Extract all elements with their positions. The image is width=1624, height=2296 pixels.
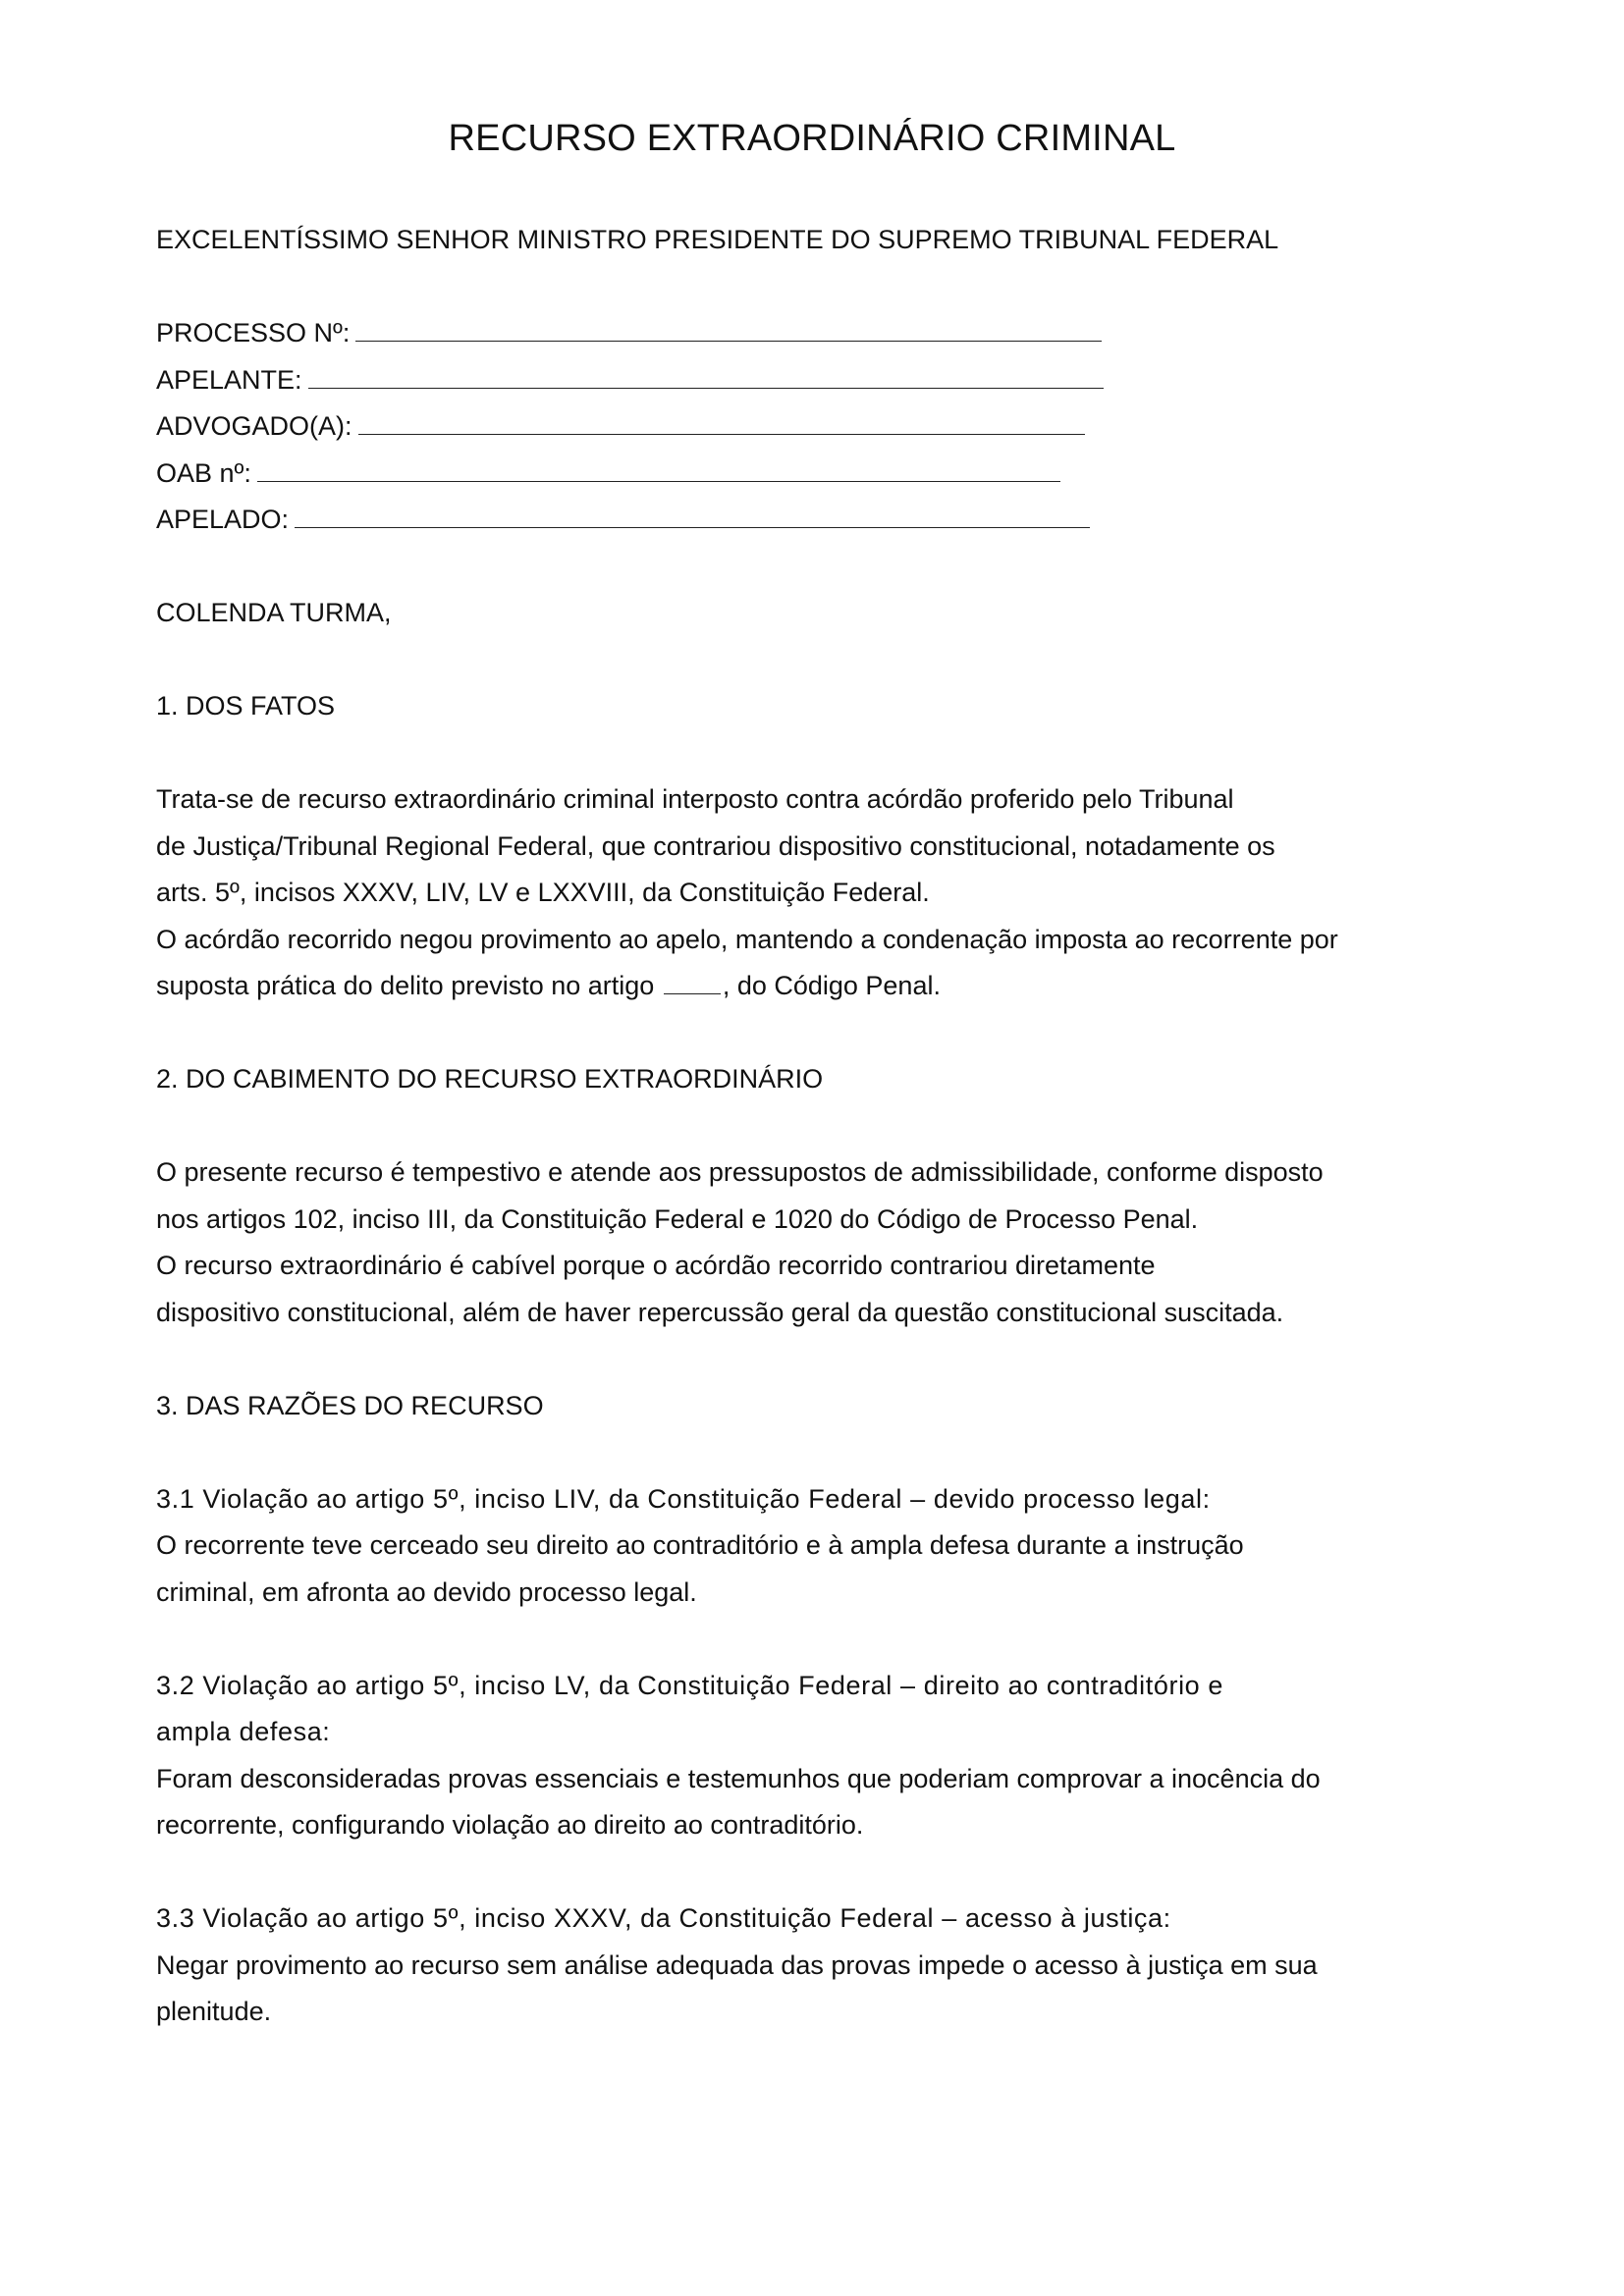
subsection-3-2-heading: 3.2 Violação ao artigo 5º, inciso LV, da Constituição Federal – direito ao contraditório e (156, 1670, 1223, 1700)
spacer (156, 637, 1433, 684)
field-oab-label: OAB nº: (156, 457, 251, 488)
section-1-heading: 1. DOS FATOS (156, 691, 336, 721)
spacer (156, 1429, 1433, 1476)
field-apelante-blank[interactable] (308, 362, 1104, 389)
field-oab (156, 451, 1433, 498)
subsection-3-3-heading: 3.3 Violação ao artigo 5º, inciso XXXV, da Constituição Federal – acesso à justiça: (156, 1903, 1171, 1933)
section-2-heading: 2. DO CABIMENTO DO RECURSO EXTRAORDINÁRIO (156, 1064, 824, 1094)
field-apelado-label: APELADO: (156, 505, 290, 534)
field-advogado-blank[interactable] (358, 408, 1085, 435)
subsection-3-2-heading-cont: ampla defesa: (156, 1717, 331, 1746)
section-1-line: arts. 5º, incisos XXXV, LIV, LV e LXXVIII, da Constituição Federal. (156, 878, 930, 907)
spacer (156, 1103, 1433, 1150)
field-advogado (156, 403, 1433, 451)
field-processo-blank[interactable] (355, 315, 1102, 342)
subsection-3-3-line: Negar provimento ao recurso sem análise adequada das provas impede o acesso à justiça em sua (156, 1949, 1318, 1980)
spacer (156, 544, 1433, 591)
subsection-3-1-heading: 3.1 Violação ao artigo 5º, inciso LIV, da Constituição Federal – devido processo legal: (156, 1483, 1211, 1514)
addressee: EXCELENTÍSSIMO SENHOR MINISTRO PRESIDENTE DO SUPREMO TRIBUNAL FEDERAL (156, 225, 1279, 254)
field-processo-label: PROCESSO Nº: (156, 318, 351, 347)
artigo-blank[interactable] (664, 972, 721, 994)
section-1-line: O acórdão recorrido negou provimento ao apelo, mantendo a condenação imposta ao recorrente por (156, 924, 1338, 954)
salutation: COLENDA TURMA, (156, 598, 392, 627)
section-2-line: dispositivo constitucional, além de haver repercussão geral da questão constitucional suscitada. (156, 1297, 1284, 1327)
section-2-line: nos artigos 102, inciso III, da Constituição Federal e 1020 do Código de Processo Penal. (156, 1203, 1199, 1234)
spacer (156, 1010, 1433, 1057)
section-1-line-last (156, 963, 1433, 1010)
section-2-line: O presente recurso é tempestivo e atende aos pressupostos de admissibilidade, conforme disposto (156, 1157, 1324, 1187)
section-1-line: de Justiça/Tribunal Regional Federal, que contrariou dispositivo constitucional, notadamente os (156, 830, 1275, 861)
spacer (156, 730, 1433, 777)
field-advogado-label: ADVOGADO(A): (156, 411, 352, 441)
subsection-3-1-line: O recorrente teve cerceado seu direito ao contraditório e à ampla defesa durante a instrução (156, 1530, 1244, 1560)
spacer (156, 1336, 1433, 1383)
section-1-line: Trata-se de recurso extraordinário criminal interposto contra acórdão proferido pelo Tribunal (156, 784, 1234, 814)
subsection-3-3-line: plenitude. (156, 1997, 272, 2026)
document-body (156, 217, 1433, 2036)
document-title: RECURSO EXTRAORDINÁRIO CRIMINAL (448, 118, 1176, 159)
subsection-3-2-line: Foram desconsideradas provas essenciais e testemunhos que poderiam comprovar a inocência do (156, 1763, 1321, 1793)
field-oab-blank[interactable] (257, 455, 1060, 482)
subsection-3-2-line: recorrente, configurando violação ao direito ao contraditório. (156, 1810, 864, 1840)
section-3-heading: 3. DAS RAZÕES DO RECURSO (156, 1390, 544, 1420)
section-2-line: O recurso extraordinário é cabível porque o acórdão recorrido contrariou diretamente (156, 1251, 1156, 1280)
spacer (156, 264, 1433, 311)
field-processo (156, 310, 1433, 357)
spacer (156, 1616, 1433, 1663)
field-apelante-label: APELANTE: (156, 364, 302, 395)
field-apelado-blank[interactable] (295, 502, 1090, 528)
field-apelante (156, 357, 1433, 404)
field-apelado (156, 497, 1433, 544)
section-1-last-before: suposta prática do delito previsto no artigo (156, 971, 662, 1000)
spacer (156, 1849, 1433, 1896)
subsection-3-1-line: criminal, em afronta ao devido processo legal. (156, 1576, 697, 1607)
section-1-last-after: , do Código Penal. (722, 971, 941, 1000)
